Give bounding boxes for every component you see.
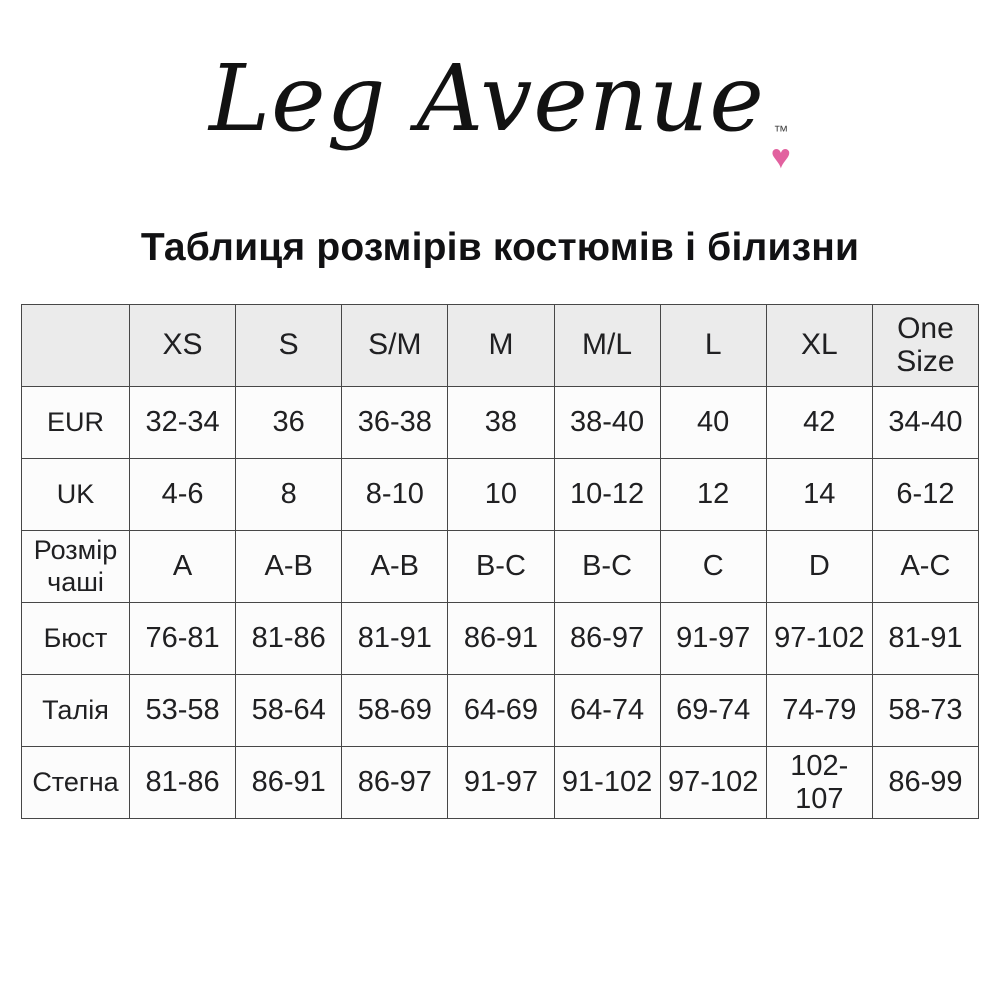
size-cell: 38-40 bbox=[554, 387, 660, 459]
size-cell: 76-81 bbox=[130, 603, 236, 675]
size-cell: 81-91 bbox=[872, 603, 978, 675]
size-cell: A-B bbox=[342, 531, 448, 603]
size-cell: 69-74 bbox=[660, 675, 766, 747]
size-cell: 53-58 bbox=[130, 675, 236, 747]
column-header-s-m: S/M bbox=[342, 305, 448, 387]
size-table bbox=[21, 304, 979, 819]
row-label: Стегна bbox=[22, 747, 130, 819]
size-cell: 81-91 bbox=[342, 603, 448, 675]
size-cell: 12 bbox=[660, 459, 766, 531]
size-cell: 86-99 bbox=[872, 747, 978, 819]
size-cell: 42 bbox=[766, 387, 872, 459]
row-label: EUR bbox=[22, 387, 130, 459]
size-cell: 102-107 bbox=[766, 747, 872, 819]
size-cell: 6-12 bbox=[872, 459, 978, 531]
column-header-xs: XS bbox=[130, 305, 236, 387]
size-cell: 58-73 bbox=[872, 675, 978, 747]
row-label: Розмір чаші bbox=[22, 531, 130, 603]
size-table-body bbox=[22, 387, 979, 819]
size-cell: 64-69 bbox=[448, 675, 554, 747]
size-cell: 86-91 bbox=[448, 603, 554, 675]
column-header-m: M bbox=[448, 305, 554, 387]
size-cell: 74-79 bbox=[766, 675, 872, 747]
size-cell: 4-6 bbox=[130, 459, 236, 531]
size-cell: 97-102 bbox=[766, 603, 872, 675]
trademark-symbol: ™ bbox=[773, 123, 789, 140]
size-cell: B-C bbox=[554, 531, 660, 603]
size-table-head bbox=[22, 305, 979, 387]
brand-logo-text: Leg Avenue bbox=[209, 45, 765, 152]
corner-cell bbox=[22, 305, 130, 387]
size-cell: 86-97 bbox=[342, 747, 448, 819]
row-label: Бюст bbox=[22, 603, 130, 675]
row-label: UK bbox=[22, 459, 130, 531]
size-cell: A bbox=[130, 531, 236, 603]
size-cell: 58-64 bbox=[236, 675, 342, 747]
size-cell: A-C bbox=[872, 531, 978, 603]
size-cell: 91-97 bbox=[660, 603, 766, 675]
table-row-eur bbox=[22, 387, 979, 459]
size-cell: 86-97 bbox=[554, 603, 660, 675]
size-cell: 14 bbox=[766, 459, 872, 531]
size-cell: 40 bbox=[660, 387, 766, 459]
size-cell: 91-97 bbox=[448, 747, 554, 819]
size-cell: 64-74 bbox=[554, 675, 660, 747]
size-cell: 81-86 bbox=[130, 747, 236, 819]
size-cell: 81-86 bbox=[236, 603, 342, 675]
column-header-s: S bbox=[236, 305, 342, 387]
column-header-l: L bbox=[660, 305, 766, 387]
size-cell: A-B bbox=[236, 531, 342, 603]
size-cell: B-C bbox=[448, 531, 554, 603]
size-cell: 10-12 bbox=[554, 459, 660, 531]
size-table-header-row bbox=[22, 305, 979, 387]
size-cell: 10 bbox=[448, 459, 554, 531]
size-cell: 91-102 bbox=[554, 747, 660, 819]
size-cell: 32-34 bbox=[130, 387, 236, 459]
size-cell: 36 bbox=[236, 387, 342, 459]
size-cell: C bbox=[660, 531, 766, 603]
row-label: Талія bbox=[22, 675, 130, 747]
size-cell: 97-102 bbox=[660, 747, 766, 819]
size-cell: 58-69 bbox=[342, 675, 448, 747]
size-cell: 8-10 bbox=[342, 459, 448, 531]
size-cell: 38 bbox=[448, 387, 554, 459]
column-header-one-size: One Size bbox=[872, 305, 978, 387]
size-cell: D bbox=[766, 531, 872, 603]
column-header-m-l: M/L bbox=[554, 305, 660, 387]
size-cell: 36-38 bbox=[342, 387, 448, 459]
size-cell: 8 bbox=[236, 459, 342, 531]
table-row-бюст bbox=[22, 603, 979, 675]
brand-logo bbox=[0, 0, 1000, 176]
heart-icon: ♥ bbox=[770, 138, 791, 176]
size-cell: 34-40 bbox=[872, 387, 978, 459]
table-row-талія bbox=[22, 675, 979, 747]
brand-logo-mark bbox=[771, 124, 791, 174]
column-header-xl: XL bbox=[766, 305, 872, 387]
size-cell: 86-91 bbox=[236, 747, 342, 819]
table-row-uk bbox=[22, 459, 979, 531]
table-row-стегна bbox=[22, 747, 979, 819]
page-title: Таблиця розмірів костюмів і білизни bbox=[140, 226, 860, 269]
table-row-розмір-чаші bbox=[22, 531, 979, 603]
